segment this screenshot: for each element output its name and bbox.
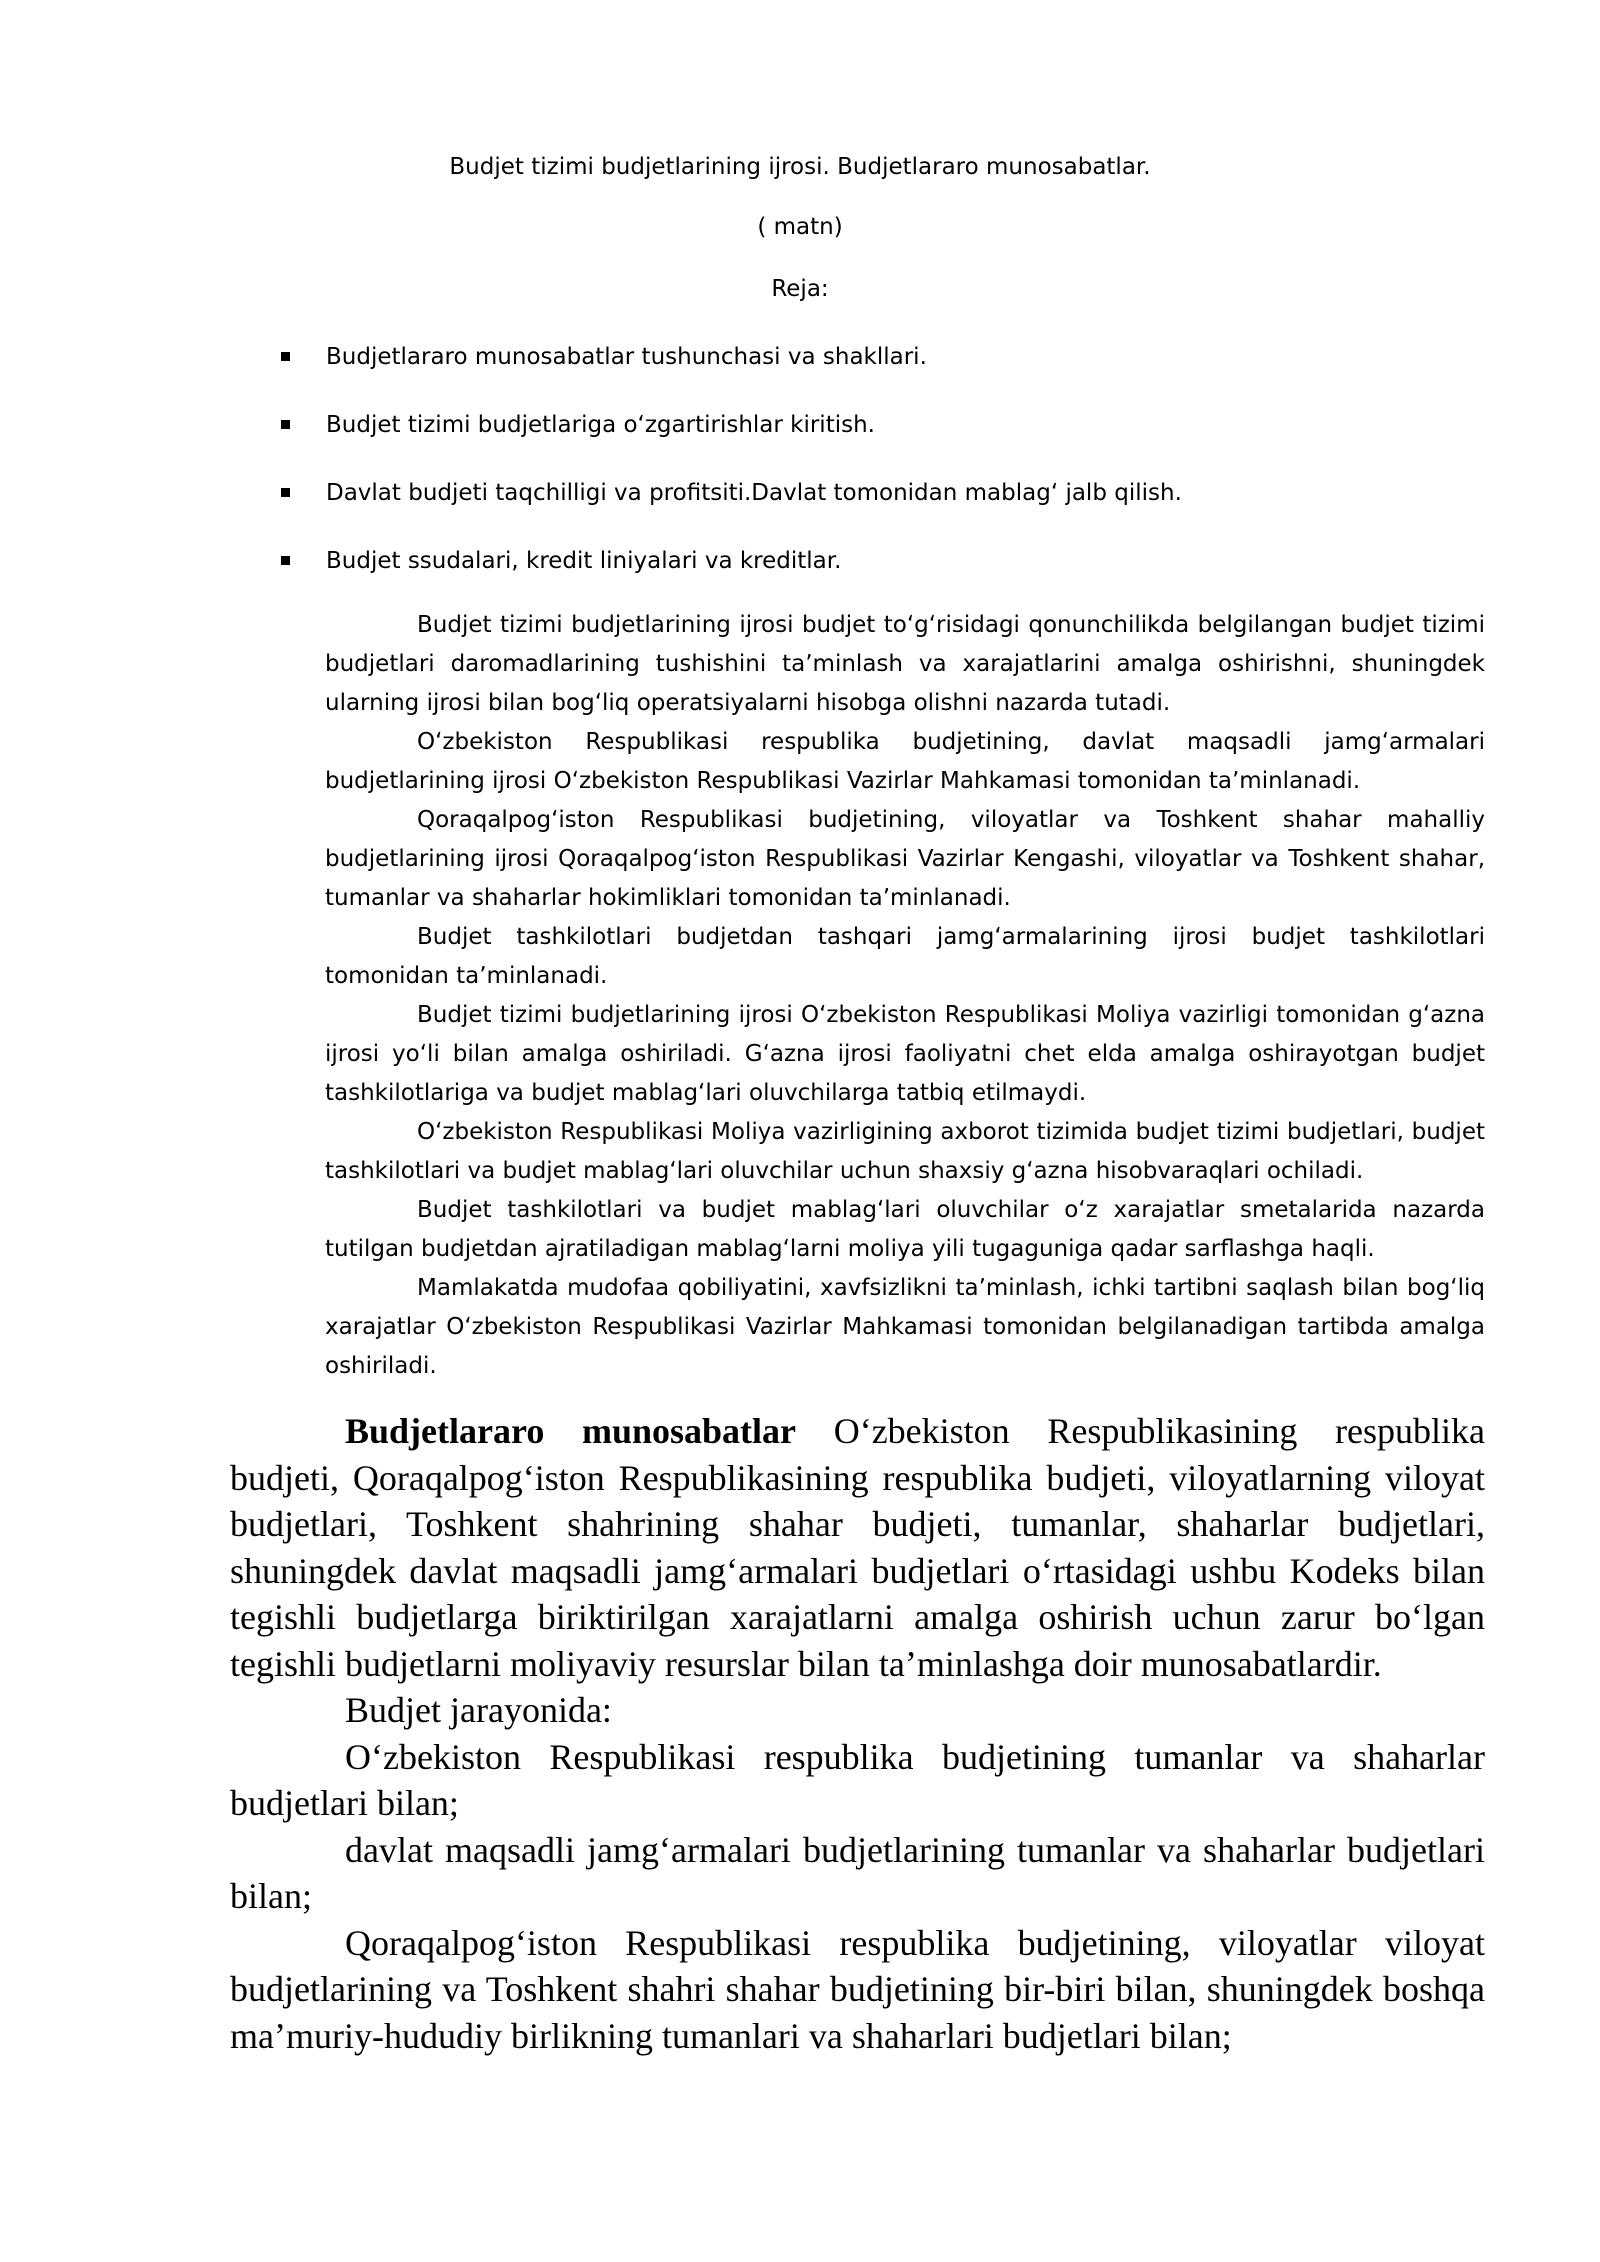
- plan-item-text: Budjetlararo munosabatlar tushunchasi va shakllari.: [326, 344, 927, 370]
- square-bullet-icon: [281, 420, 290, 429]
- plan-heading: Reja:: [771, 276, 829, 302]
- body-text-sans: [325, 606, 1485, 1386]
- paragraph: Oʻzbekiston Respublikasi respublika budjetining tumanlar va shaharlar budjetlari bilan;: [230, 1736, 1485, 1823]
- plan-item: [278, 546, 1478, 614]
- document-title: Budjet tizimi budjetlarining ijrosi. Budjetlararo munosabatlar.: [449, 154, 1151, 180]
- definition-text: Oʻzbekiston Respublikasining respublika budjeti, Qoraqalpogʻiston Respublikasining respublika budjeti, viloyatlarning viloyat budjetlari, Toshkent shahrining shahar budjeti, tumanlar, shaharlar budjetlari, shuningdek davlat maqsadli jamgʻarmalari budjetlari oʻrtasidagi ushbu Kodeks bilan tegishli budjetlarga biriktirilgan xarajatlarni amalga oshirish uchun zarur boʻlgan tegishli budjetlarni moliyaviy resurslar bilan taʼminlashga doir munosabatlardir.: [230, 1411, 1485, 1684]
- paragraph: Budjet tashkilotlari budjetdan tashqari jamgʻarmalarining ijrosi budjet tashkilotlari tomonidan taʼminlanadi.: [325, 924, 1485, 989]
- paragraph: Budjet jarayonida:: [345, 1690, 612, 1730]
- paragraph: Qoraqalpogʻiston Respublikasi respublika budjetining, viloyatlar viloyat budjetlarining va Toshkent shahri shahar budjetining bir-biri bilan, shuningdek boshqa maʼmuriy-hududiy birlikning tumanlari va shaharlari budjetlari bilan;: [230, 1922, 1485, 2056]
- paragraph: Oʻzbekiston Respublikasi respublika budjetining, davlat maqsadli jamgʻarmalari budjetlarining ijrosi Oʻzbekiston Respublikasi Vazirlar Mahkamasi tomonidan taʼminlanadi.: [325, 729, 1485, 794]
- square-bullet-icon: [281, 556, 290, 565]
- plan-list: [278, 342, 1478, 614]
- definition-term: Budjetlararo munosabatlar: [345, 1411, 797, 1451]
- paragraph: Budjet tizimi budjetlarining ijrosi budjet toʻgʻrisidagi qonunchilikda belgilangan budjet tizimi budjetlari daromadlarining tushishini taʼminlash va xarajatlarini amalga oshirishni, shuningdek ularning ijrosi bilan bogʻliq operatsiyalarni hisobga olishni nazarda tutadi.: [325, 612, 1485, 716]
- plan-item-text: Budjet tizimi budjetlariga oʻzgartirishlar kiritish.: [326, 412, 875, 438]
- paragraph: Budjet tizimi budjetlarining ijrosi Oʻzbekiston Respublikasi Moliya vazirligi tomonidan gʻazna ijrosi yoʻli bilan amalga oshiriladi. Gʻazna ijrosi faoliyatni chet elda amalga oshirayotgan budjet tashkilotlariga va budjet mablagʻlari oluvchilarga tatbiq etilmaydi.: [325, 1002, 1485, 1106]
- plan-item-text: Davlat budjeti taqchilligi va profitsiti.Davlat tomonidan mablagʻ jalb qilish.: [326, 480, 1182, 506]
- paragraph: Oʻzbekiston Respublikasi Moliya vazirligining axborot tizimida budjet tizimi budjetlari, budjet tashkilotlari va budjet mablagʻlari oluvchilar uchun shaxsiy gʻazna hisobvaraqlari ochiladi.: [325, 1119, 1485, 1184]
- plan-item-text: Budjet ssudalari, kredit liniyalari va kreditlar.: [326, 548, 842, 574]
- plan-item: [278, 478, 1478, 546]
- definition-paragraph: [230, 1408, 1485, 1687]
- paragraph: Qoraqalpogʻiston Respublikasi budjetining, viloyatlar va Toshkent shahar mahalliy budjetlarining ijrosi Qoraqalpogʻiston Respublikasi Vazirlar Kengashi, viloyatlar va Toshkent shahar, tumanlar va shaharlar hokimliklari tomonidan taʼminlanadi.: [325, 807, 1485, 911]
- square-bullet-icon: [281, 488, 290, 497]
- body-text-serif: [230, 1408, 1485, 2059]
- document-subtitle: ( matn): [757, 214, 843, 240]
- paragraph: davlat maqsadli jamgʻarmalari budjetlarining tumanlar va shaharlar budjetlari bilan;: [230, 1829, 1485, 1916]
- plan-item: [278, 342, 1478, 410]
- paragraph: Budjet tashkilotlari va budjet mablagʻlari oluvchilar oʻz xarajatlar smetalarida nazarda tutilgan budjetdan ajratiladigan mablagʻlarni moliya yili tugaguniga qadar sarflashga haqli.: [325, 1197, 1485, 1262]
- plan-item: [278, 410, 1478, 478]
- square-bullet-icon: [281, 352, 290, 361]
- paragraph: Mamlakatda mudofaa qobiliyatini, xavfsizlikni taʼminlash, ichki tartibni saqlash bilan bogʻliq xarajatlar Oʻzbekiston Respublikasi Vazirlar Mahkamasi tomonidan belgilanadigan tartibda amalga oshiriladi.: [325, 1275, 1485, 1379]
